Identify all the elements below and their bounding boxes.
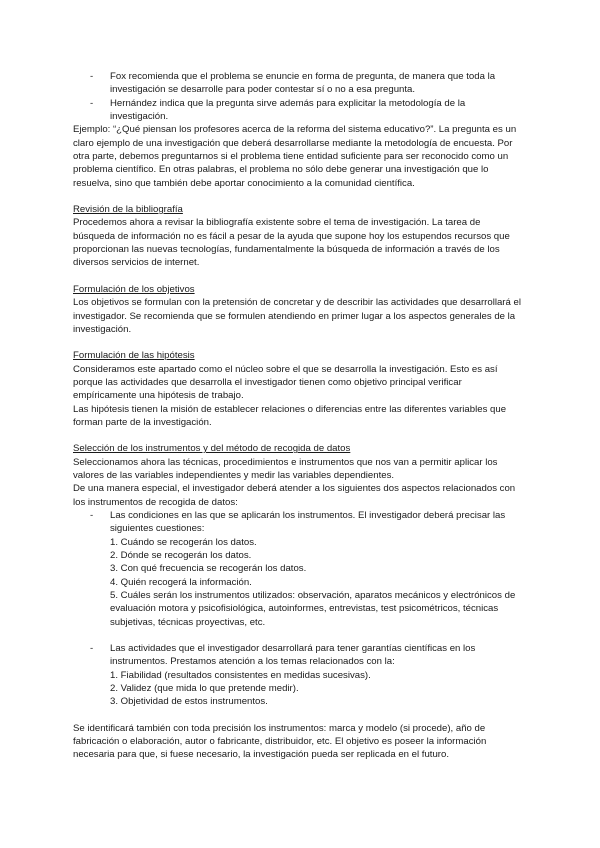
seleccion-bullet-actividades: Las actividades que el investigador desarrollará para tener garantías científicas en los instrumentos. Prestamos atención a los temas relacionados con la: <box>110 643 476 668</box>
condiciones-item-1: 1. Cuándo se recogerán los datos. <box>110 536 257 548</box>
seleccion-paragraph-1: Seleccionamos ahora las técnicas, procedimientos e instrumentos que nos van a permitir aplicar los valores de las variables independientes y medir las variables dependientes. <box>73 456 498 481</box>
bullet-dash: - <box>90 643 94 655</box>
bullet-dash: - <box>90 509 94 521</box>
hipotesis-paragraph-1: Consideramos este apartado como el núcleo sobre el que se desarrolla la investigación. Esto es así porque las actividades que desarrolla el investigador tienen como objetivo principal verificar empíricamente una hipótesis de trabajo. <box>73 363 498 402</box>
bullet-dash: - <box>90 71 94 82</box>
document-body <box>73 70 525 762</box>
list-item <box>90 70 525 97</box>
seleccion-bullet-condiciones: Las condiciones en las que se aplicarán los instrumentos. El investigador deberá precisar las siguientes cuestiones: <box>110 509 506 535</box>
garantias-item-2: 2. Validez (que mida lo que pretende medir). <box>110 683 299 695</box>
heading-formulacion-hipotesis: Formulación de las hipótesis <box>73 350 195 362</box>
heading-revision-bibliografia: Revisión de la bibliografía <box>73 204 183 216</box>
garantias-item-3: 3. Objetividad de estos instrumentos. <box>110 696 268 708</box>
condiciones-item-3: 3. Con qué frecuencia se recogerán los datos. <box>110 563 307 575</box>
closing-paragraph: Se identificará también con toda precisión los instrumentos: marca y modelo (si procede), año de fabricación o elaboración, autor o fabricante, distribuidor, etc. El objetivo es poseer la información necesaria para que, si fuese necesario, la investigación pueda ser replicada en el futuro. <box>73 722 487 761</box>
seleccion-paragraph-2: De una manera especial, el investigador deberá atender a los siguientes dos aspectos relacionados con los instrumentos de recogida de datos: <box>73 483 516 508</box>
condiciones-item-2: 2. Dónde se recogerán los datos. <box>110 550 252 561</box>
condiciones-item-5: 5. Cuáles serán los instrumentos utilizados: observación, aparatos mecánicos y electrónicos de evaluación motora y psicofisiológica, autoinformes, entrevistas, test psicométricos, técnicas subjetivas, técnicas proyectivas, etc. <box>110 590 516 628</box>
heading-seleccion-instrumentos: Selección de los instrumentos y del método de recogida de datos <box>73 443 351 455</box>
list-item <box>90 642 525 669</box>
revision-paragraph: Procedemos ahora a revisar la bibliografía existente sobre el tema de investigación. La tarea de búsqueda de información no es fácil a pesar de la ayuda que supone hoy los estupendos recursos que proporcionan las nuevas tecnologías, fundamentalmente la búsqueda de información a través de los diversos servicios de internet. <box>73 217 510 269</box>
hipotesis-paragraph-2: Las hipótesis tienen la misión de establecer relaciones o diferencias entre las diferentes variables que forman parte de la investigación. <box>73 403 507 428</box>
garantias-item-1: 1. Fiabilidad (resultados consistentes en medidas sucesivas). <box>110 669 371 681</box>
intro-bullet-hernandez: Hernández indica que la pregunta sirve además para explicitar la metodología de la investigación. <box>110 97 466 123</box>
list-item <box>90 97 525 124</box>
objetivos-paragraph: Los objetivos se formulan con la pretensión de concretar y de describir las actividades que desarrollará el investigador. Se recomienda que se formulen atendiendo en primer lugar a los aspectos generales de la investigación. <box>73 297 521 335</box>
list-item <box>90 509 525 536</box>
bullet-dash: - <box>90 97 94 109</box>
intro-bullet-fox: Fox recomienda que el problema se enuncie en forma de pregunta, de manera que toda la investigación se desarrolle para poder contestar sí o no a esa pregunta. <box>110 71 496 96</box>
example-paragraph: Ejemplo: “¿Qué piensan los profesores acerca de la reforma del sistema educativo?”. La pregunta es un claro ejemplo de una investigación que deberá desarrollarse mediante la metodología de encuesta. Por otra parte, debemos preguntarnos si el problema tiene entidad suficiente para ser reconocido como un problema científico. En otras palabras, el problema no sólo debe generar una investigación que lo resuelva, sino que también debe aportar conocimiento a la comunidad científica. <box>73 124 517 189</box>
condiciones-item-4: 4. Quién recogerá la información. <box>110 576 252 588</box>
heading-formulacion-objetivos: Formulación de los objetivos <box>73 283 195 295</box>
